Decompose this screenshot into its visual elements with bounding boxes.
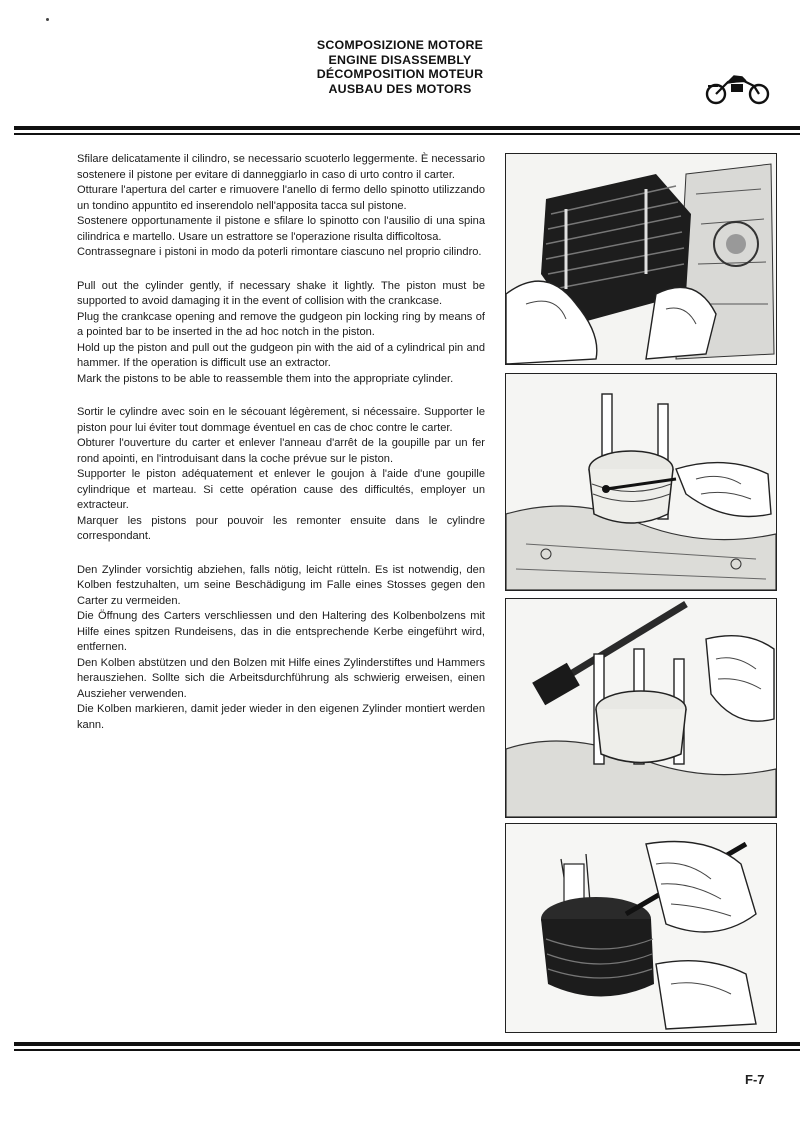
paragraph: Contrassegnare i pistoni in modo da poterli rimontare ciascuno nel proprio cilindro.	[77, 246, 482, 258]
section-french	[77, 405, 485, 545]
paragraph: Marquer les pistons pour pouvoir les remonter ensuite dans le cylindre correspondant.	[77, 514, 485, 542]
section-italian	[77, 152, 485, 261]
piston-marking-illustration	[505, 823, 777, 1033]
paragraph: Die Öffnung des Carters verschliessen und den Haltering des Kolbenbolzens mit Hilfe eines spitzen Rundeisens, das in die entsprechende Kerbe eingeführt wird, entfernen.	[77, 610, 485, 653]
paragraph: Den Kolben abstützen und den Bolzen mit Hilfe eines Zylinderstiftes und Hammers herausziehen. Sollte sich die Arbeitsdurchführung als schwierig erweisen, einen Auszieher verwenden.	[77, 656, 485, 700]
section-german	[77, 563, 485, 734]
header-rule	[14, 126, 800, 135]
paragraph: Sortir le cylindre avec soin en le sécouant légèrement, si nécessaire. Supporter le piston pour lui éviter tout dommage éventuel en cas de choc contre le carter.	[77, 406, 485, 434]
paragraph: Die Kolben markieren, damit jeder wieder in den eigenen Zylinder montiert werden kann.	[77, 703, 485, 731]
header-titles	[0, 38, 800, 96]
paragraph: Pull out the cylinder gently, if necessary shake it lightly. The piston must be supported to avoid damaging it in the event of collision with the crankcase.	[77, 279, 485, 307]
footer-rule	[14, 1042, 800, 1051]
paragraph: Otturare l'apertura del carter e rimuovere l'anello di fermo dello spinotto utilizzando un tondino appuntito ed inserendolo nell'apposita tacca sul pistone.	[77, 184, 485, 212]
paragraph: Sostenere opportunamente il pistone e sfilare lo spinotto con l'ausilio di una spina cilindrica e martello. Usare un estrattore se l'operazione risulta difficoltosa.	[77, 215, 485, 243]
paragraph: Supporter le piston adéquatement et enlever le goujon à l'aide d'une goupille cylindrique et marteau. Si cette opération cause des difficultés, employer un extracteur.	[77, 468, 485, 511]
cylinder-removal-illustration	[505, 153, 777, 365]
title-italian: SCOMPOSIZIONE MOTORE	[316, 38, 484, 52]
scan-speck	[46, 18, 49, 21]
gudgeon-pin-hammer-illustration	[505, 598, 777, 818]
paragraph: Obturer l'ouverture du carter et enlever l'anneau d'arrêt de la goupille par un fer rond apointi, en l'introduisant dans la coche prévue sur le piston.	[77, 437, 485, 465]
paragraph: Mark the pistons to be able to reassemble them into the appropriate cylinder.	[77, 372, 454, 385]
paragraph: Sfilare delicatamente il cilindro, se necessario scuoterlo leggermente. È necessario sostenere il pistone per evitare di danneggiarlo in caso di urto contro il carter.	[77, 153, 485, 181]
paragraph: Hold up the piston and pull out the gudgeon pin with the aid of a cylindrical pin and hammer. If the operation is difficult use an extractor.	[77, 341, 485, 369]
title-german: AUSBAU DES MOTORS	[328, 81, 472, 96]
instructions-text	[77, 152, 485, 751]
paragraph: Plug the crankcase opening and remove the gudgeon pin locking ring by means of a pointed bar to be inserted in the ad hoc notch in the piston.	[77, 310, 485, 338]
paragraph: Den Zylinder vorsichtig abziehen, falls nötig, leicht rütteln. Es ist notwendig, den Kolben festzuhalten, um seine Beschädigung im Falle eines Stosses gegen den Carter zu vermeiden.	[77, 563, 485, 607]
title-french: DÉCOMPOSITION MOTEUR	[316, 67, 484, 81]
page-number: F-7	[745, 1072, 765, 1087]
motorcycle-icon	[704, 72, 772, 106]
section-english	[77, 279, 485, 388]
locking-ring-removal-illustration	[505, 373, 777, 591]
title-english: ENGINE DISASSEMBLY	[328, 52, 472, 67]
